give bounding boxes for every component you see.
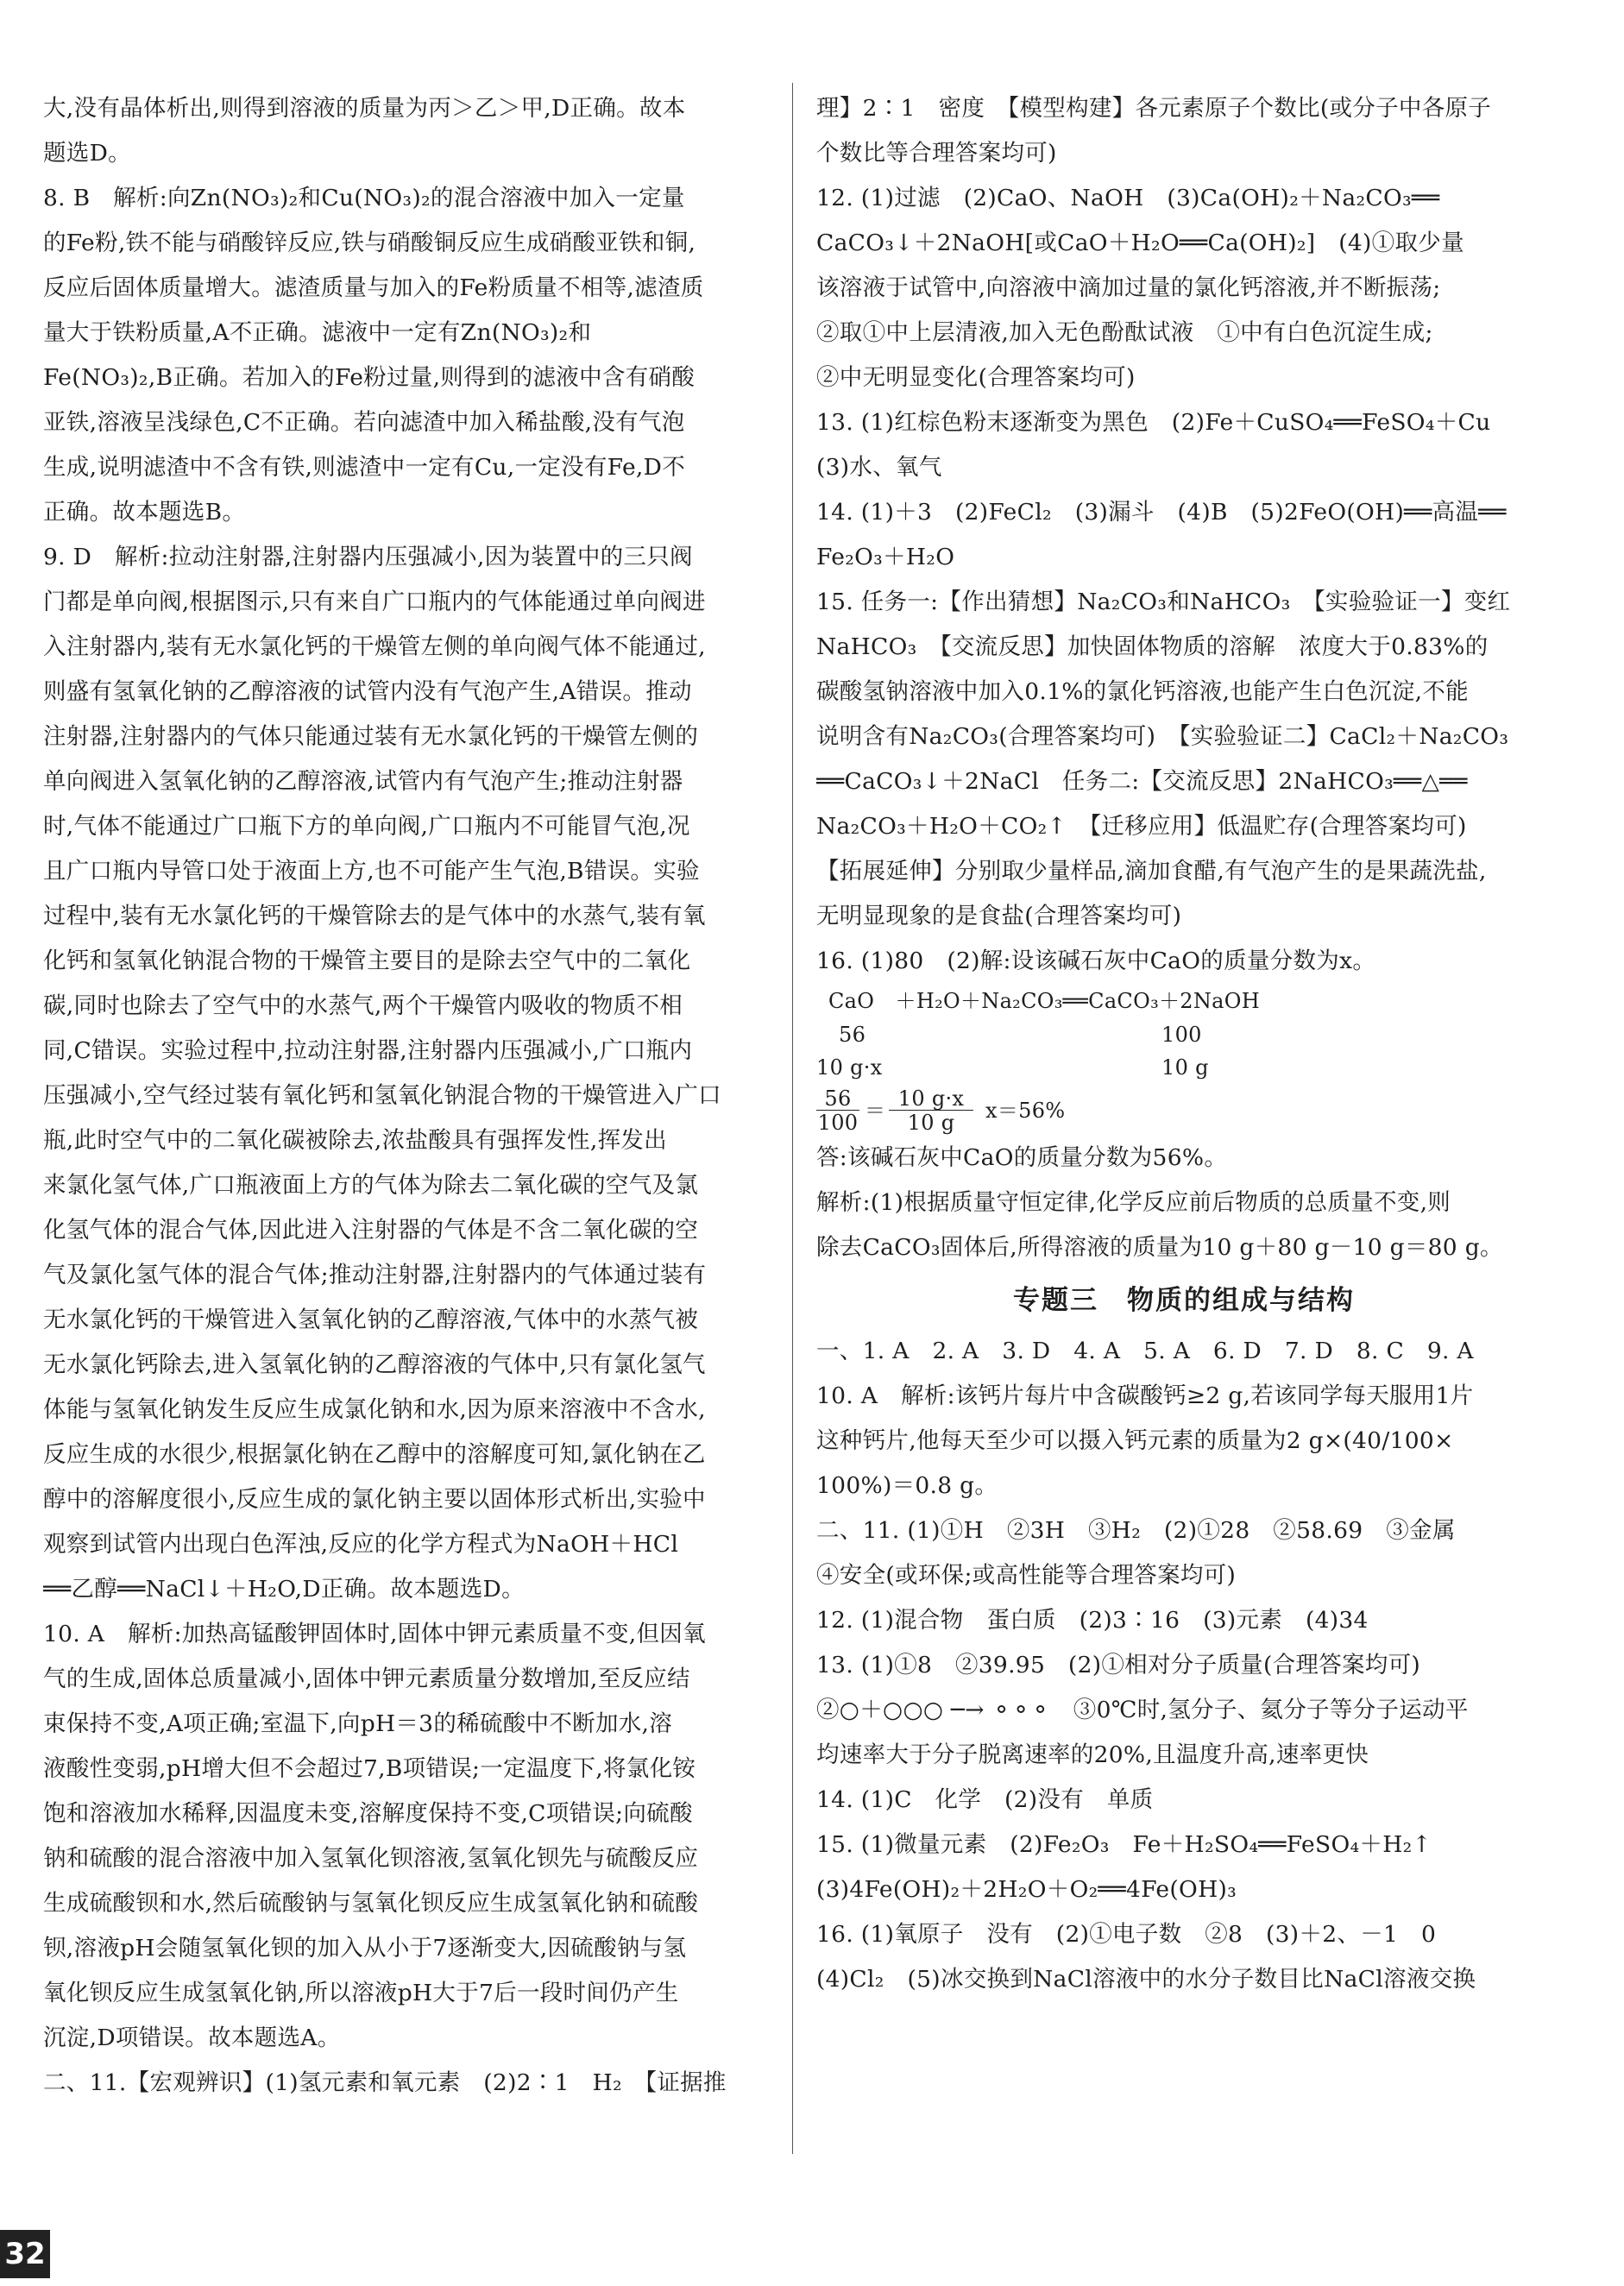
ratio-den-right: 10 g xyxy=(907,1111,955,1135)
text-line: 12. (1)混合物 蛋白质 (2)3∶16 (3)元素 (4)34 xyxy=(816,1607,1369,1634)
text-line: ══乙醇══NaCl↓＋H₂O,D正确。故本题选D。 xyxy=(43,1576,525,1603)
text-line: 二、11. (1)①H ②3H ③H₂ (2)①28 ②58.69 ③金属 xyxy=(816,1517,1456,1544)
answers-block-b xyxy=(816,1136,1552,1270)
text-line: 无水氯化钙的干燥管进入氢氧化钠的乙醇溶液,气体中的水蒸气被 xyxy=(43,1307,699,1333)
text-line: (4)Cl₂ (5)冰交换到NaCl溶液中的水分子数目比NaCl溶液交换 xyxy=(816,1966,1476,1993)
text-line: 氧化钡反应生成氢氧化钠,所以溶液pH大于7后一段时间仍产生 xyxy=(43,1980,679,2006)
page-number: 32 xyxy=(0,2230,50,2278)
text-line: 注射器,注射器内的气体只能通过装有无水氯化钙的干燥管左侧的 xyxy=(43,723,699,750)
calc-actual-mass xyxy=(816,1051,1552,1084)
text-line: 钠和硫酸的混合溶液中加入氢氧化钡溶液,氢氧化钡先与硫酸反应 xyxy=(43,1845,699,1872)
text-line: 正确。故本题选B。 xyxy=(43,499,246,526)
text-line: 题选D。 xyxy=(43,140,131,167)
text-line: 理】2∶1 密度 【模型构建】各元素原子个数比(或分子中各原子 xyxy=(816,95,1492,122)
text-line: 观察到试管内出现白色浑浊,反应的化学方程式为NaOH＋HCl xyxy=(43,1531,679,1558)
text-line: 14. (1)C 化学 (2)没有 单质 xyxy=(816,1786,1154,1813)
text-line: (3)4Fe(OH)₂＋2H₂O＋O₂══4Fe(OH)₃ xyxy=(816,1876,1237,1903)
text-line: 8. B 解析:向Zn(NO₃)₂和Cu(NO₃)₂的混合溶液中加入一定量 xyxy=(43,185,685,211)
calc-mass-right: 10 g xyxy=(1161,1055,1209,1080)
text-line: 说明含有Na₂CO₃(合理答案均可) 【实验验证二】CaCl₂＋Na₂CO₃ xyxy=(816,723,1509,750)
text-line: 亚铁,溶液呈浅绿色,C不正确。若向滤渣中加入稀盐酸,没有气泡 xyxy=(43,409,685,436)
calc-relative-mass xyxy=(816,1018,1552,1051)
ratio-den-left: 100 xyxy=(817,1111,859,1135)
text-line: 解析:(1)根据质量守恒定律,化学反应前后物质的总质量不变,则 xyxy=(816,1189,1451,1216)
text-line: 该溶液于试管中,向溶液中滴加过量的氯化钙溶液,并不断振荡; xyxy=(816,274,1441,301)
text-line: 量大于铁粉质量,A不正确。滤液中一定有Zn(NO₃)₂和 xyxy=(43,319,592,346)
text-line: ②○＋○○○ ─→ ⚬⚬⚬ ③0℃时,氢分子、氦分子等分子运动平 xyxy=(816,1697,1469,1723)
column-divider xyxy=(792,83,793,2154)
answers-block-a xyxy=(816,86,1552,984)
text-line: 则盛有氢氧化钠的乙醇溶液的试管内没有气泡产生,A错误。推动 xyxy=(43,678,692,705)
text-line: 的Fe粉,铁不能与硝酸锌反应,铁与硝酸铜反应生成硝酸亚铁和铜, xyxy=(43,230,696,256)
text-line: 13. (1)①8 ②39.95 (2)①相对分子质量(合理答案均可) xyxy=(816,1652,1421,1678)
text-line: 饱和溶液加水稀释,因温度未变,溶解度保持不变,C项错误;向硫酸 xyxy=(43,1800,693,1827)
text-line: 单向阀进入氢氧化钠的乙醇溶液,试管内有气泡产生;推动注射器 xyxy=(43,768,683,795)
calculation-block xyxy=(816,984,1552,1136)
text-line: NaHCO₃ 【交流反思】加快固体物质的溶解 浓度大于0.83%的 xyxy=(816,633,1489,660)
text-line: 瓶,此时空气中的二氧化碳被除去,浓盐酸具有强挥发性,挥发出 xyxy=(43,1127,667,1154)
text-line: 且广口瓶内导管口处于液面上方,也不可能产生气泡,B错误。实验 xyxy=(43,858,700,885)
calc-result: x＝56% xyxy=(985,1099,1066,1123)
text-line: 碳,同时也除去了空气中的水蒸气,两个干燥管内吸收的物质不相 xyxy=(43,992,683,1019)
calc-mr-left: 56 xyxy=(839,1023,866,1047)
text-line: 除去CaCO₃固体后,所得溶液的质量为10 g＋80 g－10 g＝80 g。 xyxy=(816,1234,1503,1261)
text-line: 15. 任务一:【作出猜想】Na₂CO₃和NaHCO₃ 【实验验证一】变红 xyxy=(816,589,1511,615)
text-line: 沉淀,D项错误。故本题选A。 xyxy=(43,2025,341,2051)
text-line: 同,C错误。实验过程中,拉动注射器,注射器内压强减小,广口瓶内 xyxy=(43,1037,693,1064)
calc-proportion xyxy=(816,1084,1552,1136)
text-line: 入注射器内,装有无水氯化钙的干燥管左侧的单向阀气体不能通过, xyxy=(43,633,706,660)
text-line: 无水氯化钙除去,进入氢氧化钠的乙醇溶液的气体中,只有氯化氢气 xyxy=(43,1351,706,1378)
text-line: 答:该碱石灰中CaO的质量分数为56%。 xyxy=(816,1144,1228,1171)
text-line: 10. A 解析:加热高锰酸钾固体时,固体中钾元素质量不变,但因氧 xyxy=(43,1621,706,1647)
text-line: 液酸性变弱,pH增大但不会超过7,B项错误;一定温度下,将氯化铵 xyxy=(43,1755,696,1782)
calc-equation: CaO ＋H₂O＋Na₂CO₃══CaCO₃＋2NaOH xyxy=(828,989,1260,1013)
text-line: 时,气体不能通过广口瓶下方的单向阀,广口瓶内不可能冒气泡,况 xyxy=(43,813,690,840)
text-line: 体能与氢氧化钠发生反应生成氯化钠和水,因为原来溶液中不含水, xyxy=(43,1396,706,1423)
text-line: 均速率大于分子脱离速率的20%,且温度升高,速率更快 xyxy=(816,1741,1369,1768)
left-column xyxy=(43,86,770,2106)
text-line: 反应后固体质量增大。滤渣质量与加入的Fe粉质量不相等,滤渣质 xyxy=(43,274,704,301)
text-line: 钡,溶液pH会随氢氧化钡的加入从小于7逐渐变大,因硫酸钠与氢 xyxy=(43,1935,687,1962)
ratio-num-left: 56 xyxy=(816,1087,859,1111)
text-line: 【拓展延伸】分别取少量样品,滴加食醋,有气泡产生的是果蔬洗盐, xyxy=(816,858,1487,885)
text-line: Fe(NO₃)₂,B正确。若加入的Fe粉过量,则得到的滤液中含有硝酸 xyxy=(43,364,696,391)
text-line: 生成,说明滤渣中不含有铁,则滤渣中一定有Cu,一定没有Fe,D不 xyxy=(43,454,686,481)
text-line: 来氯化氢气体,广口瓶液面上方的气体为除去二氧化碳的空气及氯 xyxy=(43,1172,699,1199)
text-line: 化氢气体的混合气体,因此进入注射器的气体是不含二氧化碳的空 xyxy=(43,1217,699,1244)
text-line: 这种钙片,他每天至少可以摄入钙元素的质量为2 g×(40/100× xyxy=(816,1427,1454,1454)
text-line: 化钙和氢氧化钠混合物的干燥管主要目的是除去空气中的二氧化 xyxy=(43,948,691,974)
text-line: 气的生成,固体总质量减小,固体中钾元素质量分数增加,至反应结 xyxy=(43,1666,690,1692)
text-line: 生成硫酸钡和水,然后硫酸钠与氢氧化钡反应生成氢氧化钠和硫酸 xyxy=(43,1890,699,1917)
text-line: 个数比等合理答案均可) xyxy=(816,140,1057,167)
answers-block-c xyxy=(816,1329,1552,2002)
text-line: CaCO₃↓＋2NaOH[或CaO＋H₂O══Ca(OH)₂] (4)①取少量 xyxy=(816,230,1464,256)
right-column xyxy=(816,86,1552,2002)
text-line: 过程中,装有无水氯化钙的干燥管除去的是气体中的水蒸气,装有氧 xyxy=(43,903,706,929)
text-line: 碳酸氢钠溶液中加入0.1%的氯化钙溶液,也能产生白色沉淀,不能 xyxy=(816,678,1469,705)
text-line: 醇中的溶解度很小,反应生成的氯化钠主要以固体形式析出,实验中 xyxy=(43,1486,706,1513)
text-line: 16. (1)80 (2)解:设该碱石灰中CaO的质量分数为x。 xyxy=(816,948,1376,974)
calc-mr-right: 100 xyxy=(1161,1023,1202,1047)
calc-mass-left: 10 g·x xyxy=(816,1055,883,1080)
text-line: 12. (1)过滤 (2)CaO、NaOH (3)Ca(OH)₂＋Na₂CO₃══ xyxy=(816,185,1440,211)
text-line: 一、1. A 2. A 3. D 4. A 5. A 6. D 7. D 8. C 9. A xyxy=(816,1338,1474,1364)
text-line: 13. (1)红棕色粉末逐渐变为黑色 (2)Fe＋CuSO₄══FeSO₄＋Cu xyxy=(816,409,1491,436)
text-line: ④安全(或环保;或高性能等合理答案均可) xyxy=(816,1562,1237,1589)
text-line: 压强减小,空气经过装有氧化钙和氢氧化钠混合物的干燥管进入广口 xyxy=(43,1082,721,1109)
section-title: 专题三 物质的组成与结构 xyxy=(1013,1285,1355,1316)
text-line: ②取①中上层清液,加入无色酚酞试液 ①中有白色沉淀生成; xyxy=(816,319,1433,346)
text-line: 100%)＝0.8 g。 xyxy=(816,1472,998,1499)
equals-sign: ＝ xyxy=(865,1099,886,1123)
ratio-num-right: 10 g·x xyxy=(889,1087,973,1111)
text-line: 10. A 解析:该钙片每片中含碳酸钙≥2 g,若该同学每天服用1片 xyxy=(816,1382,1474,1409)
text-line: 14. (1)＋3 (2)FeCl₂ (3)漏斗 (4)B (5)2FeO(OH)══高温══ xyxy=(816,499,1507,526)
text-line: 气及氯化氢气体的混合气体;推动注射器,注射器内的气体通过装有 xyxy=(43,1262,707,1288)
text-line: ②中无明显变化(合理答案均可) xyxy=(816,364,1136,391)
text-line: (3)水、氧气 xyxy=(816,454,942,481)
text-line: 二、11.【宏观辨识】(1)氢元素和氧元素 (2)2∶1 H₂ 【证据推 xyxy=(43,2069,727,2096)
text-line: 束保持不变,A项正确;室温下,向pH＝3的稀硫酸中不断加水,溶 xyxy=(43,1710,673,1737)
text-line: 大,没有晶体析出,则得到溶液的质量为丙＞乙＞甲,D正确。故本 xyxy=(43,95,686,122)
text-line: 门都是单向阀,根据图示,只有来自广口瓶内的气体能通过单向阀进 xyxy=(43,589,706,615)
text-line: 反应生成的水很少,根据氯化钠在乙醇中的溶解度可知,氯化钠在乙 xyxy=(43,1441,706,1468)
text-line: Fe₂O₃＋H₂O xyxy=(816,544,955,570)
text-line: ══CaCO₃↓＋2NaCl 任务二:【交流反思】2NaHCO₃══△══ xyxy=(816,768,1468,795)
text-line: 15. (1)微量元素 (2)Fe₂O₃ Fe＋H₂SO₄══FeSO₄＋H₂↑ xyxy=(816,1831,1432,1858)
text-line: Na₂CO₃＋H₂O＋CO₂↑ 【迁移应用】低温贮存(合理答案均可) xyxy=(816,813,1467,840)
text-line: 16. (1)氧原子 没有 (2)①电子数 ②8 (3)＋2、－1 0 xyxy=(816,1921,1437,1948)
text-line: 无明显现象的是食盐(合理答案均可) xyxy=(816,903,1182,929)
text-line: 9. D 解析:拉动注射器,注射器内压强减小,因为装置中的三只阀 xyxy=(43,544,693,570)
